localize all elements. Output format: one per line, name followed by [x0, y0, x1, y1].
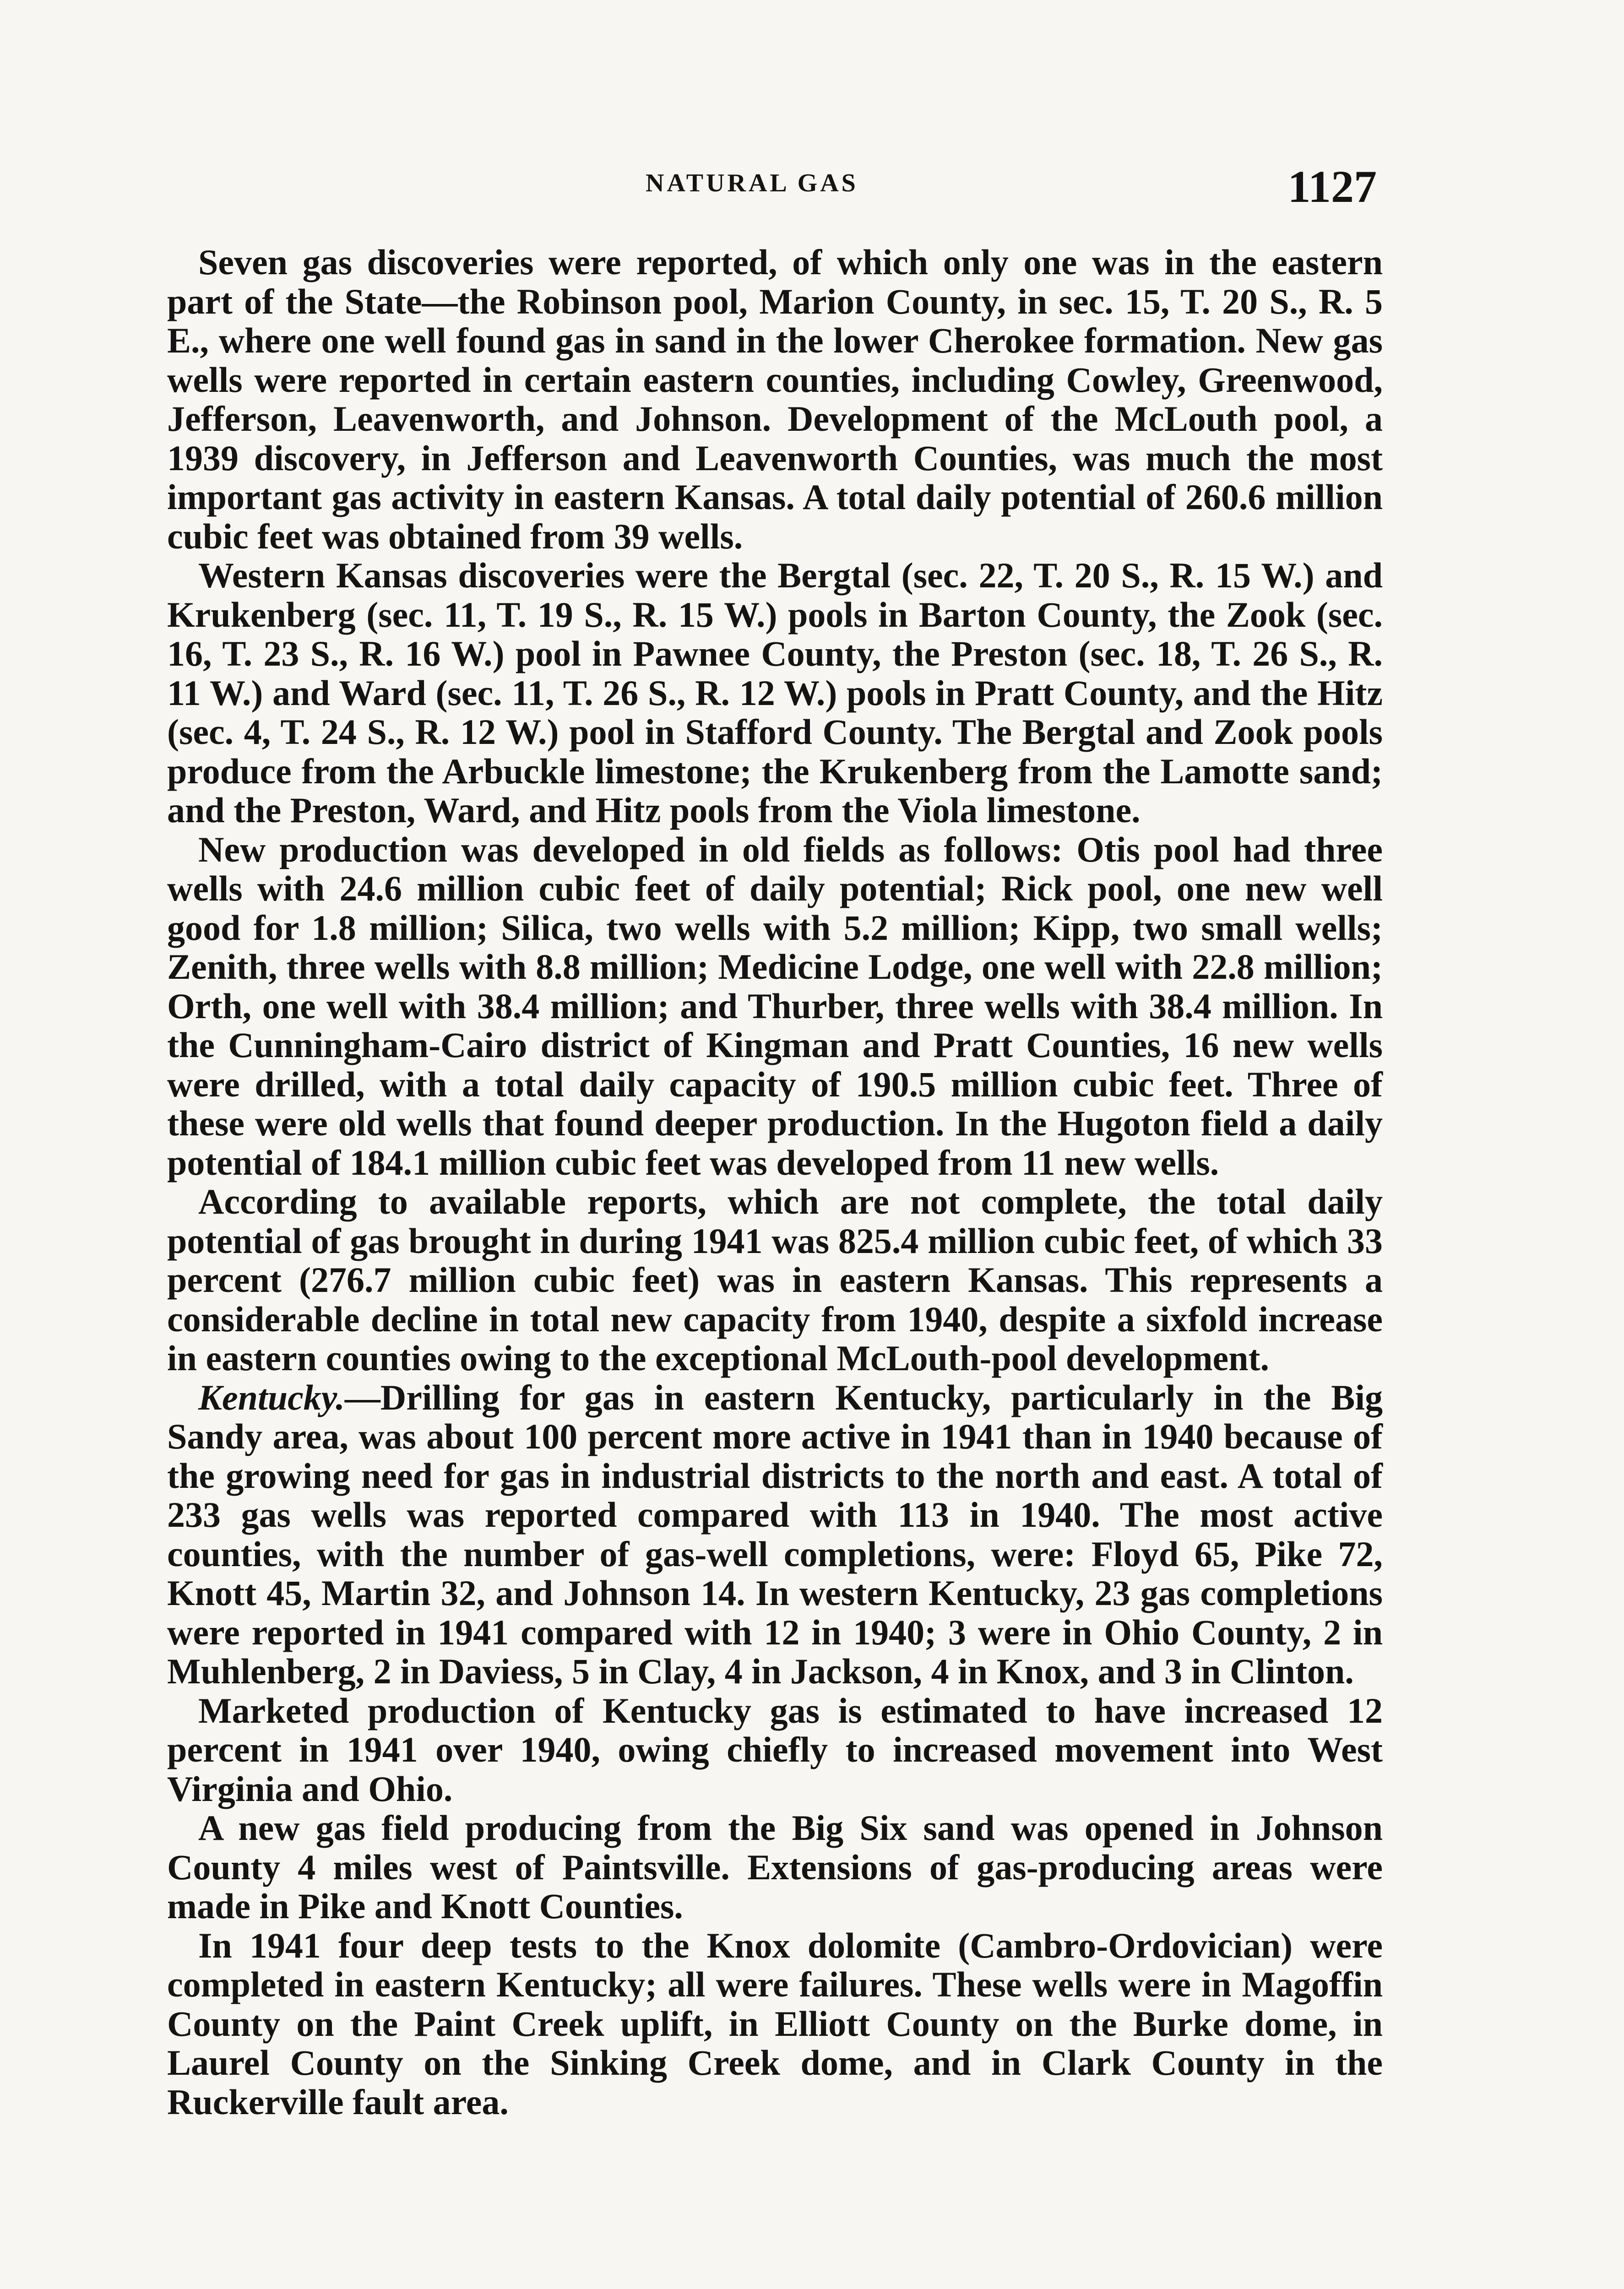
paragraph-kentucky-deep-tests: In 1941 four deep tests to the Knox dolomite (Cambro-Ordovician) were completed in eastern Kentucky; all were failures. These wells were in Magoffin County on the Paint Creek uplift, in Elliott County on the Burke dome, in Laurel County on the Sinking Creek dome, and in Clark County in the Ruckerville fault area. [167, 1925, 1383, 2122]
page-header [0, 160, 1624, 211]
paragraph-kansas-old-fields: New production was developed in old fields as follows: Otis pool had three wells with 24.6 million cubic feet of daily potential; Rick pool, one new well good for 1.8 million; Silica, two wells with 5.2 million; Kipp, two small wells; Zenith, three wells with 8.8 million; Medicine Lodge, one well with 22.8 million; Orth, one well with 38.4 million; and Thurber, three wells with 38.4 million. In the Cunningham-Cairo district of Kingman and Pratt Counties, 16 new wells were drilled, with a total daily capacity of 190.5 million cubic feet. Three of these were old wells that found deeper production. In the Hugoton field a daily potential of 184.1 million cubic feet was developed from 11 new wells. [167, 829, 1383, 1182]
section-heading-kentucky: Kentucky. [198, 1377, 345, 1417]
running-title: NATURAL GAS [646, 169, 858, 197]
paragraph-kansas-western: Western Kansas discoveries were the Bergtal (sec. 22, T. 20 S., R. 15 W.) and Krukenberg (sec. 11, T. 19 S., R. 15 W.) pools in Barton County, the Zook (sec. 16, T. 23 S., R. 16 W.) pool in Pawnee County, the Preston (sec. 18, T. 26 S., R. 11 W.) and Ward (sec. 11, T. 26 S., R. 12 W.) pools in Pratt County, and the Hitz (sec. 4, T. 24 S., R. 12 W.) pool in Stafford County. The Bergtal and Zook pools produce from the Arbuckle limestone; the Krukenberg from the Lamotte sand; and the Preston, Ward, and Hitz pools from the Viola limestone. [167, 555, 1383, 830]
body-text [167, 243, 1383, 2121]
paragraph-kansas-total-potential: According to available reports, which are not complete, the total daily potential of gas brought in during 1941 was 825.4 million cubic feet, of which 33 percent (276.7 million cubic feet) was in eastern Kansas. This represents a considerable decline in total new capacity from 1940, despite a sixfold increase in eastern counties owing to the exceptional McLouth-pool development. [167, 1182, 1383, 1378]
paragraph-kentucky-marketed: Marketed production of Kentucky gas is estimated to have increased 12 percent in 1941 over 1940, owing chiefly to increased movement into West Virginia and Ohio. [167, 1690, 1383, 1809]
paragraph-kentucky-new-field: A new gas field producing from the Big Six sand was opened in Johnson County 4 miles west of Paintsville. Extensions of gas-producing areas were made in Pike and Knott Counties. [167, 1808, 1383, 1926]
paragraph-kentucky-drilling-text: —Drilling for gas in eastern Kentucky, particularly in the Big Sandy area, was about 100 percent more active in 1941 than in 1940 because of the growing need for gas in industrial districts to the north and east. A total of 233 gas wells was reported compared with 113 in 1940. The most active counties, with the number of gas-well completions, were: Floyd 65, Pike 72, Knott 45, Martin 32, and Johnson 14. In western Kentucky, 23 gas completions were reported in 1941 compared with 12 in 1940; 3 were in Ohio County, 2 in Muhlenberg, 2 in Daviess, 5 in Clay, 4 in Jackson, 4 in Knox, and 3 in Clinton. [167, 1377, 1383, 1691]
paragraph-kentucky-drilling [167, 1378, 1383, 1691]
page-number: 1127 [1287, 161, 1377, 212]
paragraph-kansas-eastern: Seven gas discoveries were reported, of which only one was in the eastern part of the State—the Robinson pool, Marion County, in sec. 15, T. 20 S., R. 5 E., where one well found gas in sand in the lower Cherokee formation. New gas wells were reported in certain eastern counties, including Cowley, Greenwood, Jefferson, Leavenworth, and Johnson. Development of the McLouth pool, a 1939 discovery, in Jefferson and Leavenworth Counties, was much the most important gas activity in eastern Kansas. A total daily potential of 260.6 million cubic feet was obtained from 39 wells. [167, 242, 1383, 556]
